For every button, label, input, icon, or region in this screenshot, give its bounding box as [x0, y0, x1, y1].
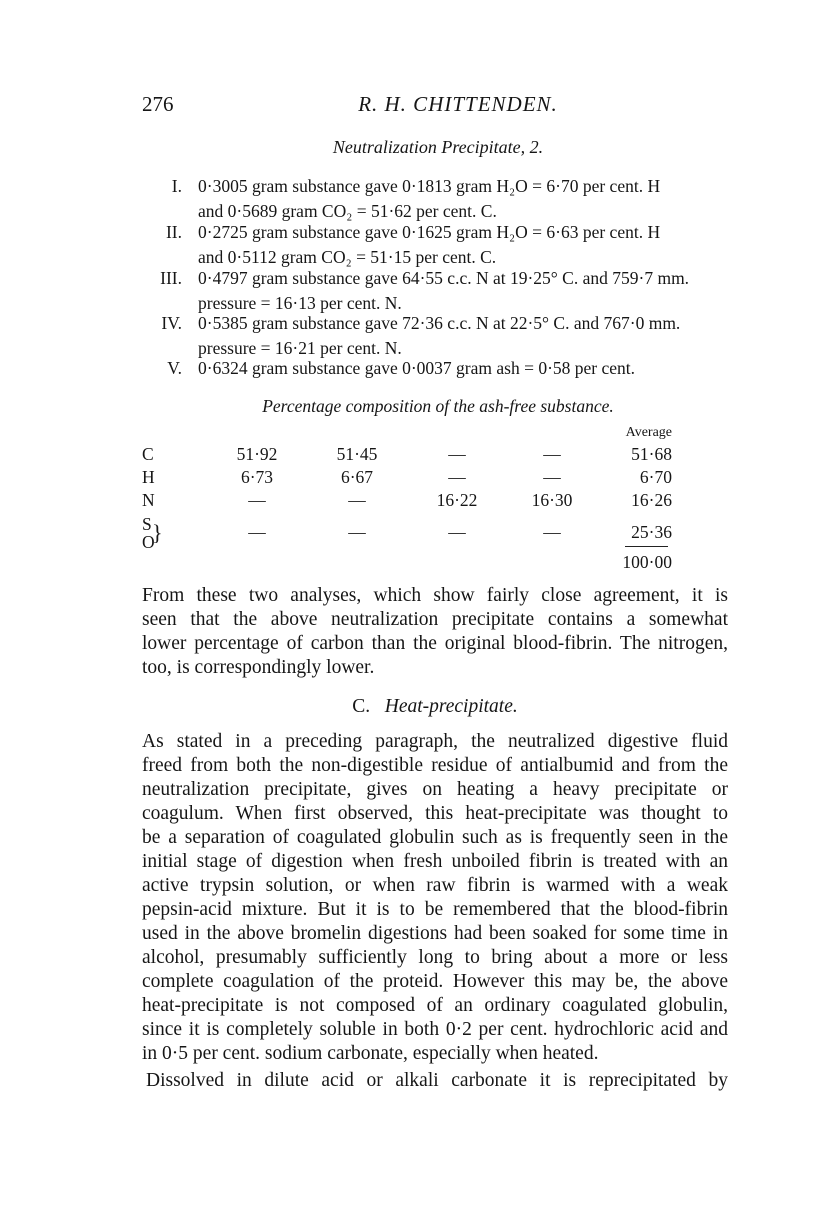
- table-cell: 51·92: [236, 444, 278, 464]
- text-line: in 0·5 per cent. sodium carbonate, especially when heated.: [142, 1043, 599, 1064]
- table-cell: —: [448, 444, 466, 464]
- average-header: Average: [625, 425, 672, 440]
- table-cell: 16·30: [531, 490, 573, 510]
- section-letter: C.: [352, 696, 371, 717]
- text-line: be a separation of coagulated globulin such as is frequently seen in the: [142, 827, 728, 848]
- page-number: 276: [142, 92, 174, 116]
- text-line: heat-precipitate is not composed of an ordinary coagulated globulin,: [142, 995, 728, 1016]
- text-line: pepsin-acid mixture. But it is to be remembered that the blood-fibrin: [142, 899, 728, 920]
- analysis-line: 0·3005 gram substance gave 0·1813 gram H₂O = 6·70 per cent. H: [198, 176, 661, 196]
- composition-title: Percentage composition of the ash-free substance.: [262, 396, 614, 416]
- analysis-numeral: V.: [167, 358, 182, 378]
- analysis-line: 0·4797 gram substance gave 64·55 c.c. N at 19·25° C. and 759·7 mm.: [198, 268, 690, 288]
- text-line: since it is completely soluble in both 0·2 per cent. hydrochloric acid and: [142, 1019, 728, 1040]
- subsection-title: Neutralization Precipitate, 2.: [332, 137, 544, 157]
- text-line: As stated in a preceding paragraph, the neutralized digestive fluid: [142, 731, 728, 752]
- table-cell: —: [248, 490, 266, 510]
- analysis-numeral: IV.: [161, 313, 182, 333]
- text-line: neutralization precipitate, gives on heating a heavy precipitate or: [142, 779, 728, 800]
- table-cell: 6·73: [240, 467, 274, 487]
- analysis-numeral: III.: [160, 268, 182, 288]
- total-rule: [625, 546, 668, 547]
- analysis-line: and 0·5689 gram CO₂ = 51·62 per cent. C.: [198, 201, 497, 221]
- average-cell: 6·70: [639, 467, 672, 487]
- average-cell: 16·26: [631, 490, 672, 510]
- table-cell: 6·67: [340, 467, 374, 487]
- analysis-line: pressure = 16·21 per cent. N.: [198, 338, 402, 358]
- total-cell: 100·00: [622, 552, 672, 572]
- table-cell: —: [543, 467, 561, 487]
- analysis-numeral: I.: [171, 176, 182, 196]
- table-cell: —: [448, 467, 466, 487]
- table-cell: 51·45: [336, 444, 378, 464]
- table-cell: —: [348, 490, 366, 510]
- text-line: used in the above bromelin digestions had been soaked for some time in: [142, 923, 728, 944]
- table-cell: 16·22: [436, 490, 478, 510]
- running-head: R. H. CHITTENDEN.: [358, 92, 558, 116]
- text-line: seen that the above neutralization precipitate contains a somewhat: [142, 609, 728, 630]
- section-heading: [142, 696, 728, 718]
- analysis-line: 0·6324 gram substance gave 0·0037 gram ash = 0·58 per cent.: [198, 358, 636, 378]
- element-label: N: [142, 490, 155, 510]
- text-line: lower percentage of carbon than the original blood-fibrin. The nitrogen,: [142, 633, 728, 654]
- table-cell: —: [348, 522, 366, 542]
- element-label: H: [142, 467, 155, 487]
- average-cell: 51·68: [631, 444, 672, 464]
- table-cell: —: [248, 522, 266, 542]
- brace-symbol: }: [152, 520, 163, 545]
- analysis-line: 0·2725 gram substance gave 0·1625 gram H₂O = 6·63 per cent. H: [198, 222, 661, 242]
- page-header: [142, 92, 734, 120]
- section-title: Heat-precipitate.: [384, 696, 518, 717]
- paragraph: [142, 730, 728, 1066]
- element-label: S: [142, 514, 152, 534]
- paragraph: [142, 584, 728, 680]
- analysis-line: and 0·5112 gram CO₂ = 51·15 per cent. C.: [198, 247, 497, 267]
- analysis-line: 0·5385 gram substance gave 72·36 c.c. N at 22·5° C. and 767·0 mm.: [198, 313, 681, 333]
- composition-table: [142, 422, 734, 582]
- paragraph: [142, 1069, 728, 1093]
- table-cell: —: [543, 522, 561, 542]
- text-line: complete coagulation of the proteid. However this may be, the above: [142, 971, 728, 992]
- element-label: O: [142, 532, 155, 552]
- average-cell: 25·36: [631, 522, 672, 542]
- text-line: alcohol, presumably sufficiently long to bring about a more or less: [142, 947, 728, 968]
- text-line: too, is correspondingly lower.: [142, 657, 375, 678]
- analysis-line: pressure = 16·13 per cent. N.: [198, 293, 402, 313]
- text-line: Dissolved in dilute acid or alkali carbonate it is reprecipitated by: [146, 1070, 728, 1091]
- table-cell: —: [448, 522, 466, 542]
- analysis-numeral: II.: [165, 222, 182, 242]
- text-line: From these two analyses, which show fairly close agreement, it is: [142, 585, 728, 606]
- text-line: freed from both the non-digestible residue of antialbumid and from the: [142, 755, 728, 776]
- element-label: C: [142, 444, 154, 464]
- table-cell: —: [543, 444, 561, 464]
- text-line: active trypsin solution, or when raw fibrin is warmed with a weak: [142, 875, 728, 896]
- text-line: coagulum. When first observed, this heat-precipitate was thought to: [142, 803, 728, 824]
- text-line: initial stage of digestion when fresh unboiled fibrin is treated with an: [142, 851, 728, 872]
